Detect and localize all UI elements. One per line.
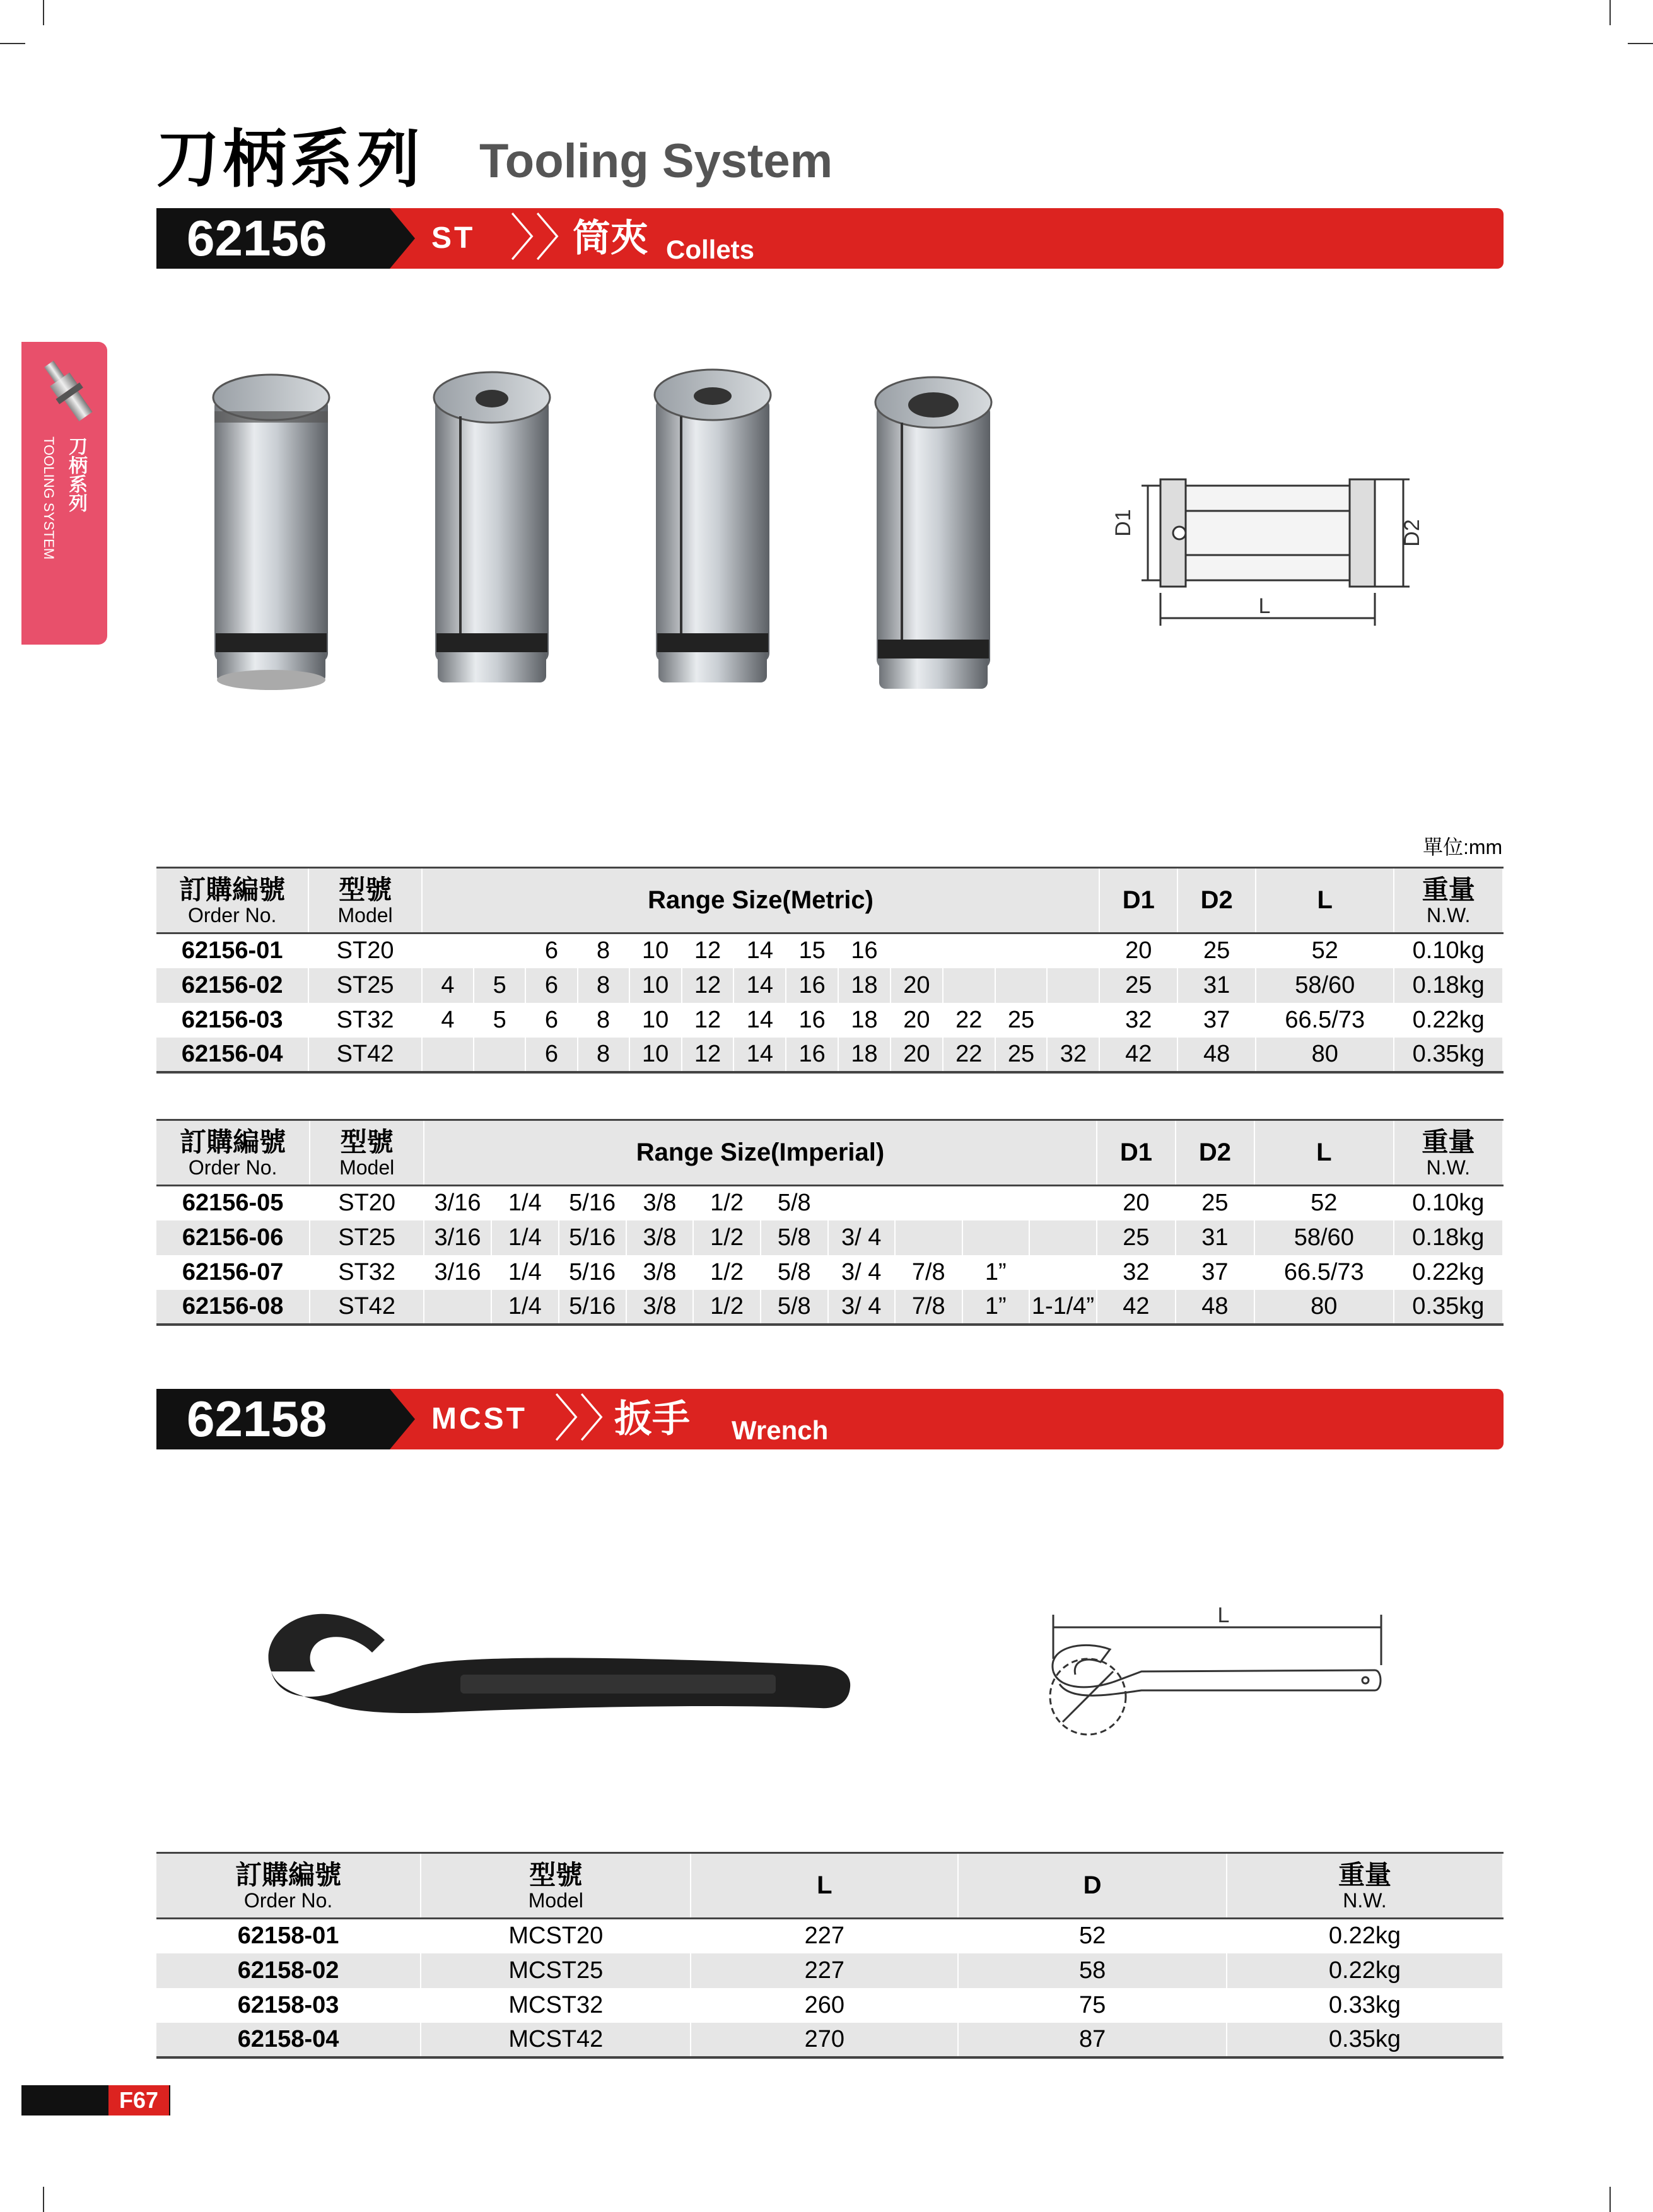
range-cell bbox=[474, 1038, 525, 1072]
d-cell: 75 bbox=[958, 1988, 1227, 2023]
table-row bbox=[156, 1255, 1503, 1290]
model-cell: ST42 bbox=[310, 1290, 424, 1325]
range-cell: 16 bbox=[838, 933, 891, 968]
range-cell: 8 bbox=[578, 968, 629, 1003]
crop-mark bbox=[43, 2187, 44, 2212]
range-cell: 1/2 bbox=[693, 1255, 761, 1290]
range-cell bbox=[1047, 968, 1099, 1003]
range-cell bbox=[891, 933, 943, 968]
l-cell: 52 bbox=[1254, 1186, 1394, 1220]
order-no-cell: 62156-08 bbox=[156, 1290, 310, 1325]
range-cell: 12 bbox=[682, 968, 734, 1003]
range-cell: 6 bbox=[525, 933, 577, 968]
d2-cell: 37 bbox=[1177, 1003, 1256, 1038]
order-no-cell: 62158-02 bbox=[156, 1953, 421, 1988]
nw-cell: 0.35kg bbox=[1394, 1290, 1503, 1325]
l-cell: 66.5/73 bbox=[1254, 1255, 1394, 1290]
section-banner-wrench bbox=[156, 1389, 1504, 1449]
d1-cell: 25 bbox=[1097, 1220, 1176, 1255]
range-cell: 22 bbox=[943, 1003, 995, 1038]
range-cell: 5/8 bbox=[761, 1220, 828, 1255]
header-range-imperial: Range Size(Imperial) bbox=[424, 1120, 1097, 1186]
order-no-cell: 62158-03 bbox=[156, 1988, 421, 2023]
range-cell bbox=[422, 1038, 474, 1072]
range-cell: 5/16 bbox=[559, 1186, 626, 1220]
l-cell: 80 bbox=[1256, 1038, 1394, 1072]
range-cell bbox=[1029, 1220, 1097, 1255]
range-cell bbox=[1029, 1186, 1097, 1220]
nw-cell: 0.22kg bbox=[1394, 1003, 1503, 1038]
header-nw: 重量 N.W. bbox=[1394, 868, 1503, 933]
nw-cell: 0.22kg bbox=[1227, 1953, 1503, 1988]
chevron-icon: 〉〉 bbox=[510, 210, 585, 266]
d2-cell: 48 bbox=[1177, 1038, 1256, 1072]
header-d2: D2 bbox=[1176, 1120, 1254, 1186]
side-tab-cn: 刀柄系列 bbox=[66, 436, 86, 512]
section-name-cn: 扳手 bbox=[614, 1398, 690, 1440]
side-tab-en: TOOLING SYSTEM bbox=[41, 436, 57, 560]
collet-diagram bbox=[1085, 467, 1425, 637]
unit-label: 單位:mm bbox=[1423, 836, 1503, 858]
l-cell: 52 bbox=[1256, 933, 1394, 968]
range-cell: 20 bbox=[891, 1038, 943, 1072]
wrench-diagram-l-label: L bbox=[1217, 1603, 1230, 1627]
order-no-cell: 62156-01 bbox=[156, 933, 308, 968]
section-model: MCST bbox=[431, 1402, 527, 1436]
table-row bbox=[156, 1038, 1503, 1072]
range-cell: 1/4 bbox=[491, 1255, 559, 1290]
header-l: L bbox=[691, 1853, 958, 1919]
nw-cell: 0.35kg bbox=[1227, 2023, 1503, 2057]
range-cell: 32 bbox=[1047, 1038, 1099, 1072]
collet-photo-3 bbox=[655, 370, 771, 682]
diagram-d2-label: D2 bbox=[1400, 519, 1424, 547]
header-d1: D1 bbox=[1099, 868, 1177, 933]
order-no-cell: 62156-05 bbox=[156, 1186, 310, 1220]
table-row bbox=[156, 1186, 1503, 1220]
header-l: L bbox=[1254, 1120, 1394, 1186]
tool-holder-icon bbox=[40, 354, 97, 430]
range-cell: 25 bbox=[995, 1038, 1048, 1072]
order-no-cell: 62156-06 bbox=[156, 1220, 310, 1255]
range-cell: 3/8 bbox=[626, 1255, 694, 1290]
range-cell bbox=[1047, 933, 1099, 968]
diagram-d1-label: D1 bbox=[1111, 509, 1135, 537]
section-banner-collets bbox=[156, 208, 1504, 269]
table-row bbox=[156, 1003, 1503, 1038]
l-cell: 58/60 bbox=[1254, 1220, 1394, 1255]
table-row bbox=[156, 933, 1503, 968]
table-row bbox=[156, 1919, 1503, 1953]
header-model: 型號 Model bbox=[308, 868, 421, 933]
header-l: L bbox=[1256, 868, 1394, 933]
crop-mark bbox=[1609, 2187, 1611, 2212]
collets-photo bbox=[183, 366, 1028, 706]
table-row bbox=[156, 2023, 1503, 2057]
range-cell: 3/ 4 bbox=[828, 1220, 895, 1255]
l-cell: 227 bbox=[691, 1953, 958, 1988]
range-cell: 6 bbox=[525, 1038, 577, 1072]
l-cell: 80 bbox=[1254, 1290, 1394, 1325]
range-cell: 5/16 bbox=[559, 1220, 626, 1255]
page-title-en: Tooling System bbox=[479, 134, 833, 188]
collet-photo-1 bbox=[213, 375, 329, 690]
model-cell: ST25 bbox=[308, 968, 421, 1003]
nw-cell: 0.18kg bbox=[1394, 1220, 1503, 1255]
nw-cell: 0.22kg bbox=[1227, 1919, 1503, 1953]
l-cell: 58/60 bbox=[1256, 968, 1394, 1003]
header-model: 型號 Model bbox=[421, 1853, 691, 1919]
model-cell: ST25 bbox=[310, 1220, 424, 1255]
l-cell: 66.5/73 bbox=[1256, 1003, 1394, 1038]
header-nw: 重量 N.W. bbox=[1227, 1853, 1503, 1919]
range-cell: 5 bbox=[474, 1003, 525, 1038]
header-range-metric: Range Size(Metric) bbox=[422, 868, 1100, 933]
nw-cell: 0.22kg bbox=[1394, 1255, 1503, 1290]
order-no-cell: 62156-07 bbox=[156, 1255, 310, 1290]
range-cell: 1/2 bbox=[693, 1220, 761, 1255]
metric-spec-table bbox=[156, 867, 1504, 1074]
range-cell: 14 bbox=[733, 933, 786, 968]
d1-cell: 25 bbox=[1099, 968, 1177, 1003]
range-cell: 10 bbox=[629, 1003, 682, 1038]
wrench-diagram bbox=[1034, 1602, 1400, 1766]
imperial-spec-table bbox=[156, 1119, 1504, 1326]
range-cell: 18 bbox=[838, 1038, 891, 1072]
table-row bbox=[156, 1953, 1503, 1988]
range-cell: 25 bbox=[995, 1003, 1048, 1038]
range-cell: 14 bbox=[733, 1003, 786, 1038]
range-cell: 3/8 bbox=[626, 1186, 694, 1220]
range-cell: 8 bbox=[578, 1003, 629, 1038]
nw-cell: 0.10kg bbox=[1394, 933, 1503, 968]
range-cell: 18 bbox=[838, 968, 891, 1003]
range-cell bbox=[895, 1186, 962, 1220]
range-cell: 20 bbox=[891, 968, 943, 1003]
range-cell: 20 bbox=[891, 1003, 943, 1038]
range-cell bbox=[895, 1220, 962, 1255]
header-model: 型號 Model bbox=[310, 1120, 424, 1186]
d1-cell: 20 bbox=[1099, 933, 1177, 968]
model-cell: ST32 bbox=[310, 1255, 424, 1290]
header-order-no: 訂購編號 Order No. bbox=[156, 1120, 310, 1186]
range-cell bbox=[962, 1220, 1029, 1255]
range-cell: 3/16 bbox=[424, 1220, 491, 1255]
range-cell bbox=[1047, 1003, 1099, 1038]
l-cell: 227 bbox=[691, 1919, 958, 1953]
section-code: 62158 bbox=[156, 1389, 390, 1449]
model-cell: ST42 bbox=[308, 1038, 421, 1072]
range-cell bbox=[943, 968, 995, 1003]
crop-mark bbox=[43, 0, 44, 25]
range-cell: 3/8 bbox=[626, 1290, 694, 1325]
range-cell: 16 bbox=[786, 1038, 838, 1072]
range-cell: 8 bbox=[578, 933, 629, 968]
d-cell: 58 bbox=[958, 1953, 1227, 1988]
range-cell: 5/8 bbox=[761, 1186, 828, 1220]
section-model: ST bbox=[431, 221, 476, 255]
d1-cell: 32 bbox=[1099, 1003, 1177, 1038]
range-cell: 10 bbox=[629, 1038, 682, 1072]
range-cell: 5/16 bbox=[559, 1255, 626, 1290]
d2-cell: 37 bbox=[1176, 1255, 1254, 1290]
model-cell: MCST42 bbox=[421, 2023, 691, 2057]
order-no-cell: 62156-03 bbox=[156, 1003, 308, 1038]
header-d2: D2 bbox=[1177, 868, 1256, 933]
range-cell bbox=[828, 1186, 895, 1220]
range-cell: 6 bbox=[525, 968, 577, 1003]
range-cell: 12 bbox=[682, 933, 734, 968]
table-row bbox=[156, 1220, 1503, 1255]
crop-mark bbox=[1609, 0, 1611, 25]
section-name-en: Wrench bbox=[732, 1415, 829, 1445]
range-cell bbox=[995, 933, 1048, 968]
order-no-cell: 62156-04 bbox=[156, 1038, 308, 1072]
range-cell bbox=[422, 933, 474, 968]
range-cell bbox=[995, 968, 1048, 1003]
d-cell: 87 bbox=[958, 2023, 1227, 2057]
range-cell bbox=[474, 933, 525, 968]
range-cell: 4 bbox=[422, 1003, 474, 1038]
header-d1: D1 bbox=[1097, 1120, 1176, 1186]
header-nw: 重量 N.W. bbox=[1394, 1120, 1503, 1186]
table-row bbox=[156, 1988, 1503, 2023]
range-cell: 5/8 bbox=[761, 1290, 828, 1325]
range-cell: 5/8 bbox=[761, 1255, 828, 1290]
range-cell: 15 bbox=[786, 933, 838, 968]
range-cell: 10 bbox=[629, 933, 682, 968]
wrench-photo bbox=[252, 1602, 858, 1728]
range-cell: 18 bbox=[838, 1003, 891, 1038]
model-cell: ST20 bbox=[308, 933, 421, 968]
d1-cell: 20 bbox=[1097, 1186, 1176, 1220]
d2-cell: 25 bbox=[1177, 933, 1256, 968]
crop-mark bbox=[0, 43, 25, 44]
model-cell: MCST20 bbox=[421, 1919, 691, 1953]
range-cell: 6 bbox=[525, 1003, 577, 1038]
l-cell: 260 bbox=[691, 1988, 958, 2023]
nw-cell: 0.10kg bbox=[1394, 1186, 1503, 1220]
range-cell: 1” bbox=[962, 1255, 1029, 1290]
range-cell: 3/8 bbox=[626, 1220, 694, 1255]
range-cell: 1/4 bbox=[491, 1290, 559, 1325]
d-cell: 52 bbox=[958, 1919, 1227, 1953]
nw-cell: 0.18kg bbox=[1394, 968, 1503, 1003]
range-cell: 1” bbox=[962, 1290, 1029, 1325]
range-cell: 14 bbox=[733, 968, 786, 1003]
range-cell: 22 bbox=[943, 1038, 995, 1072]
collet-photo-2 bbox=[434, 372, 550, 682]
order-no-cell: 62158-04 bbox=[156, 2023, 421, 2057]
table-row bbox=[156, 1290, 1503, 1325]
chevron-icon: 〉〉 bbox=[554, 1391, 629, 1447]
model-cell: MCST32 bbox=[421, 1988, 691, 2023]
header-order-no: 訂購編號 Order No. bbox=[156, 868, 308, 933]
d1-cell: 42 bbox=[1099, 1038, 1177, 1072]
range-cell: 16 bbox=[786, 968, 838, 1003]
range-cell: 14 bbox=[733, 1038, 786, 1072]
range-cell: 1-1/4” bbox=[1029, 1290, 1097, 1325]
d2-cell: 31 bbox=[1176, 1220, 1254, 1255]
diagram-l-label: L bbox=[1258, 594, 1271, 618]
range-cell bbox=[1029, 1255, 1097, 1290]
range-cell: 3/ 4 bbox=[828, 1290, 895, 1325]
collet-photo-4 bbox=[875, 377, 991, 689]
section-name-en: Collets bbox=[666, 235, 755, 264]
range-cell: 7/8 bbox=[895, 1290, 962, 1325]
model-cell: ST32 bbox=[308, 1003, 421, 1038]
order-no-cell: 62156-02 bbox=[156, 968, 308, 1003]
side-tab bbox=[21, 342, 107, 645]
l-cell: 270 bbox=[691, 2023, 958, 2057]
page-number: F67 bbox=[108, 2085, 169, 2115]
section-code: 62156 bbox=[156, 208, 390, 269]
range-cell bbox=[943, 933, 995, 968]
range-cell: 1/4 bbox=[491, 1220, 559, 1255]
range-cell bbox=[424, 1290, 491, 1325]
d1-cell: 42 bbox=[1097, 1290, 1176, 1325]
section-name-cn: 筒夾 bbox=[573, 217, 648, 259]
model-cell: ST20 bbox=[310, 1186, 424, 1220]
nw-cell: 0.35kg bbox=[1394, 1038, 1503, 1072]
range-cell: 7/8 bbox=[895, 1255, 962, 1290]
header-order-no: 訂購編號 Order No. bbox=[156, 1853, 421, 1919]
range-cell: 12 bbox=[682, 1003, 734, 1038]
table-row bbox=[156, 968, 1503, 1003]
page-title-cn: 刀柄系列 bbox=[156, 122, 424, 196]
header-d: D bbox=[958, 1853, 1227, 1919]
nw-cell: 0.33kg bbox=[1227, 1988, 1503, 2023]
range-cell bbox=[962, 1186, 1029, 1220]
order-no-cell: 62158-01 bbox=[156, 1919, 421, 1953]
range-cell: 5/16 bbox=[559, 1290, 626, 1325]
range-cell: 5 bbox=[474, 968, 525, 1003]
range-cell: 16 bbox=[786, 1003, 838, 1038]
d2-cell: 31 bbox=[1177, 968, 1256, 1003]
range-cell: 1/2 bbox=[693, 1290, 761, 1325]
crop-mark bbox=[1628, 43, 1653, 44]
range-cell: 3/16 bbox=[424, 1255, 491, 1290]
range-cell: 12 bbox=[682, 1038, 734, 1072]
wrench-spec-table bbox=[156, 1852, 1504, 2059]
d2-cell: 25 bbox=[1176, 1186, 1254, 1220]
range-cell: 4 bbox=[422, 968, 474, 1003]
range-cell: 8 bbox=[578, 1038, 629, 1072]
d2-cell: 48 bbox=[1176, 1290, 1254, 1325]
range-cell: 1/2 bbox=[693, 1186, 761, 1220]
range-cell: 10 bbox=[629, 968, 682, 1003]
d1-cell: 32 bbox=[1097, 1255, 1176, 1290]
range-cell: 3/16 bbox=[424, 1186, 491, 1220]
model-cell: MCST25 bbox=[421, 1953, 691, 1988]
range-cell: 1/4 bbox=[491, 1186, 559, 1220]
range-cell: 3/ 4 bbox=[828, 1255, 895, 1290]
